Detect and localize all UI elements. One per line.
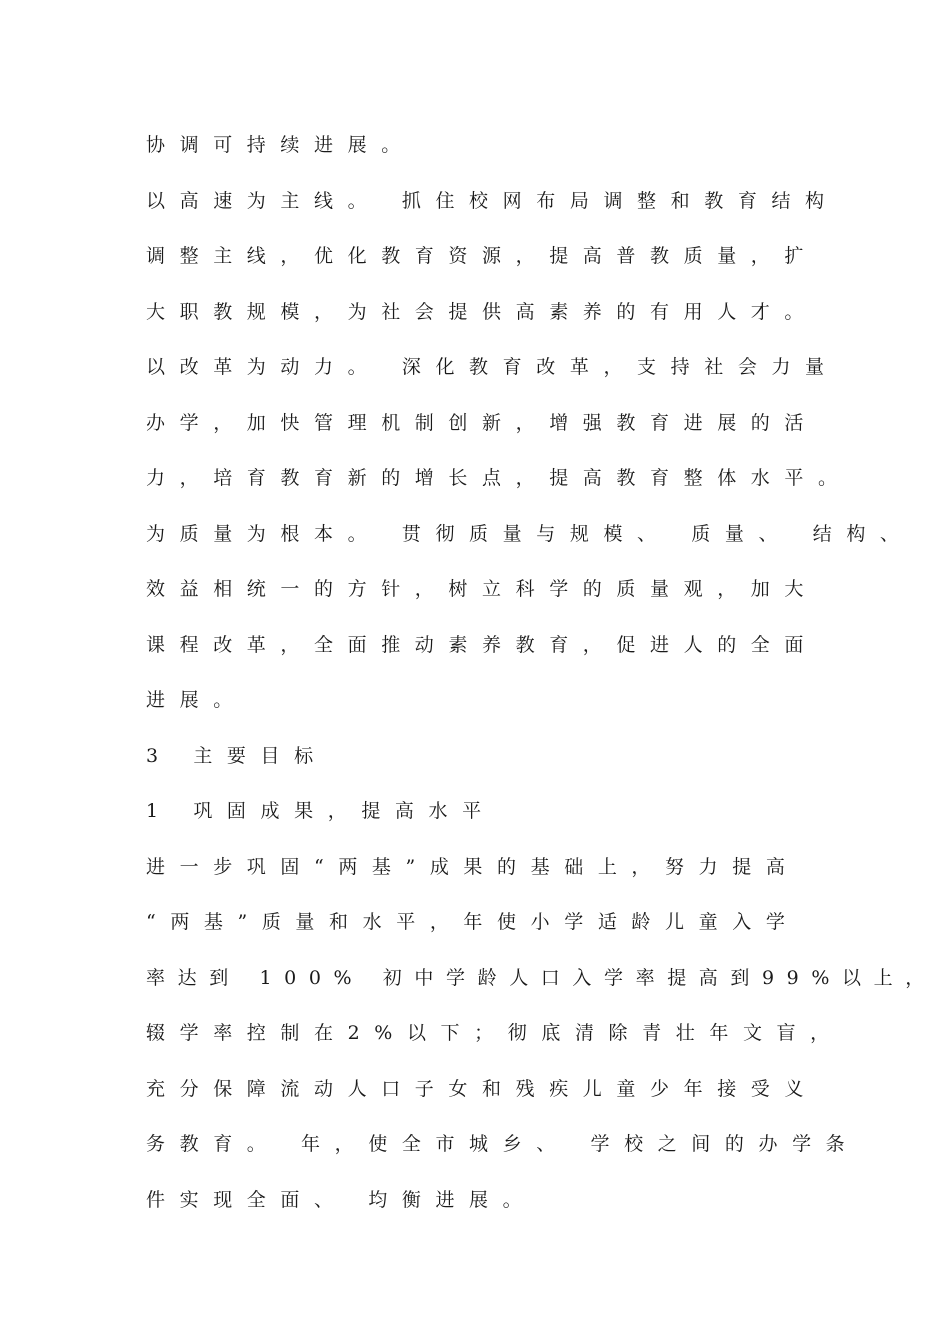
text-line: 务教育。 年，使全市城乡、 学校之间的办学条 xyxy=(146,1133,860,1155)
text-line: 率达到 100% 初中学龄人口入学率提高到99%以上， xyxy=(146,967,937,989)
text-line: 进展。 xyxy=(146,689,247,711)
text-line: 进一步巩固“两基”成果的基础上，努力提高 xyxy=(146,856,800,878)
text-line: 调整主线，优化教育资源，提高普教质量，扩 xyxy=(146,245,819,267)
text-line: 以高速为主线。 抓住校网布局调整和教育结构 xyxy=(146,190,839,212)
text-line: 件实现全面、 均衡进展。 xyxy=(146,1189,537,1211)
text-line: 力，培育教育新的增长点，提高教育整体水平。 xyxy=(146,467,852,489)
text-line: 效益相统一的方针，树立科学的质量观，加大 xyxy=(146,578,819,600)
text-line: 为质量为根本。 贯彻质量与规模、 质量、 结构、 xyxy=(146,523,914,545)
text-line: 办学，加快管理机制创新，增强教育进展的活 xyxy=(146,412,819,434)
text-line: 课程改革，全面推动素养教育，促进人的全面 xyxy=(146,634,819,656)
text-line: 辍学率控制在2%以下；彻底清除青壮年文盲， xyxy=(146,1022,844,1044)
text-line: 协调可持续进展。 xyxy=(146,134,415,156)
text-line: “两基”质量和水平，年使小学适龄儿童入学 xyxy=(146,911,800,933)
text-line: 大职教规模，为社会提供高素养的有用人才。 xyxy=(146,301,819,323)
text-line: 充分保障流动人口子女和残疾儿童少年接受义 xyxy=(146,1078,819,1100)
text-line: 以改革为动力。 深化教育改革，支持社会力量 xyxy=(146,356,839,378)
subsection-heading: 1 巩固成果，提高水平 xyxy=(146,800,496,822)
section-heading: 3 主要目标 xyxy=(146,745,328,767)
